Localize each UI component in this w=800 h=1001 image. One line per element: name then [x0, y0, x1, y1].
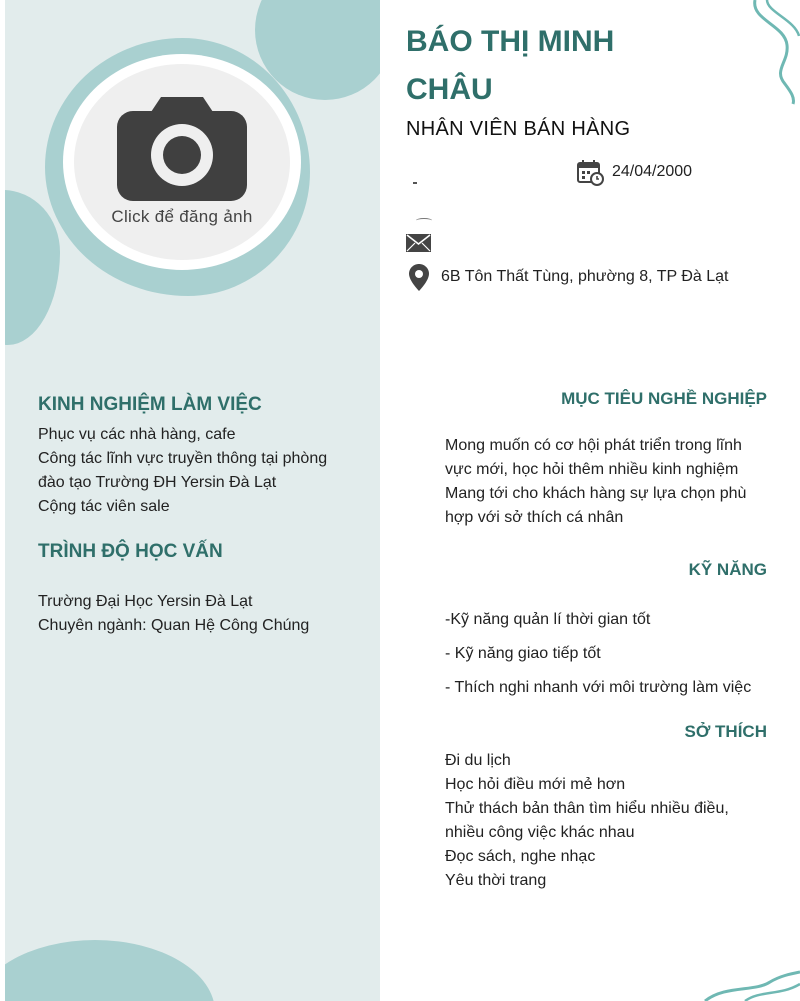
email-icon [406, 234, 431, 252]
decorative-blob [5, 190, 60, 345]
objective-line: hợp với sở thích cá nhân [445, 509, 624, 526]
hobby-item: Đi du lịch [445, 752, 511, 769]
skills-title: KỸ NĂNG [688, 560, 767, 579]
photo-caption: Click để đăng ảnh [111, 207, 253, 226]
experience-title: KINH NGHIỆM LÀM VIỆC [38, 394, 262, 415]
education-line: Trường Đại Học Yersin Đà Lạt [38, 593, 253, 610]
experience-line: Phục vụ các nhà hàng, cafe [38, 426, 236, 443]
phone-icon [413, 182, 417, 184]
avatar-upload[interactable] [74, 64, 290, 260]
hobby-item: nhiều công việc khác nhau [445, 824, 635, 841]
decorative-swirl [700, 970, 800, 1001]
decorative-blob [5, 940, 215, 1001]
job-title: NHÂN VIÊN BÁN HÀNG [406, 118, 631, 140]
education-title: TRÌNH ĐỘ HỌC VẤN [38, 541, 223, 562]
hobbies-title: SỞ THÍCH [684, 722, 767, 741]
location-pin-icon [409, 264, 429, 291]
globe-icon [416, 218, 432, 223]
objective-line: vực mới, học hỏi thêm nhiều kinh nghiệm [445, 461, 739, 478]
candidate-name [406, 18, 666, 114]
name-line: CHÂU [406, 73, 493, 106]
camera-icon [117, 97, 247, 201]
experience-line: Công tác lĩnh vực truyền thông tại phòng [38, 450, 328, 467]
objective-title: MỤC TIÊU NGHỀ NGHIỆP [561, 389, 767, 408]
hobby-item: Thử thách bản thân tìm hiểu nhiều điều, [445, 800, 729, 817]
avatar-frame [63, 54, 301, 270]
decorative-swirl [745, 0, 800, 105]
calendar-icon [577, 159, 604, 186]
skill-item: - Thích nghi nhanh với môi trường làm việc [445, 679, 752, 696]
hobby-item: Học hỏi điều mới mẻ hơn [445, 776, 626, 793]
skill-item: -Kỹ năng quản lí thời gian tốt [445, 611, 651, 628]
hobby-item: Đọc sách, nghe nhạc [445, 848, 596, 865]
experience-line: Cộng tác viên sale [38, 498, 170, 515]
address: 6B Tôn Thất Tùng, phường 8, TP Đà Lạt [441, 268, 729, 285]
experience-line: đào tạo Trường ĐH Yersin Đà Lạt [38, 474, 277, 491]
birthdate: 24/04/2000 [612, 163, 693, 180]
hobby-item: Yêu thời trang [445, 872, 547, 889]
education-line: Chuyên ngành: Quan Hệ Công Chúng [38, 617, 310, 634]
objective-line: Mang tới cho khách hàng sự lựa chọn phù [445, 485, 747, 502]
name-line: BÁO THỊ MINH [406, 25, 615, 58]
skill-item: - Kỹ năng giao tiếp tốt [445, 645, 601, 662]
objective-line: Mong muốn có cơ hội phát triển trong lĩnh [445, 437, 742, 454]
